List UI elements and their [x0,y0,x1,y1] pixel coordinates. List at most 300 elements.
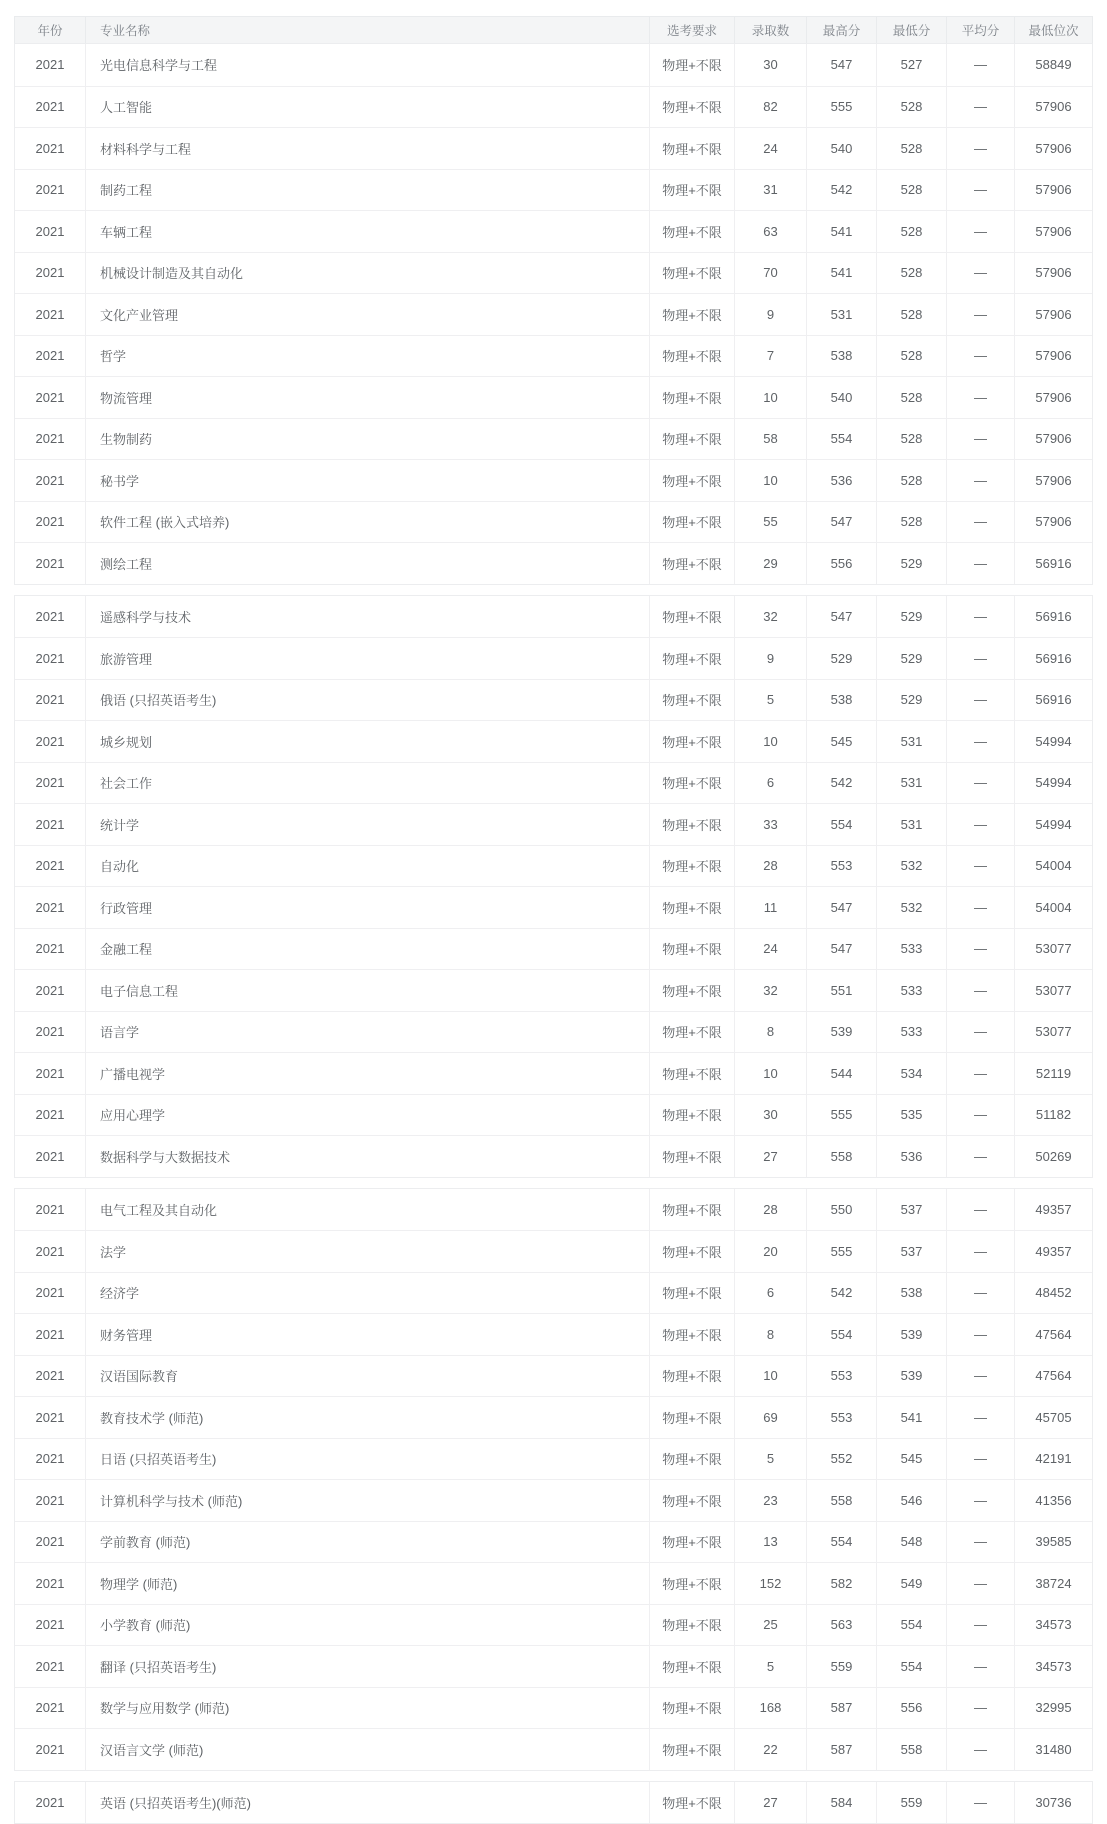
cell-min-score: 527 [876,44,946,86]
cell-admit-count: 70 [734,253,806,294]
cell-min-rank: 42191 [1014,1439,1092,1480]
table-row [15,169,1092,211]
cell-requirement: 物理+不限 [649,1053,734,1094]
cell-admit-count: 10 [734,1356,806,1397]
cell-year: 2021 [15,638,85,679]
table-row [15,596,1092,638]
table-header-row [14,16,1093,43]
cell-requirement: 物理+不限 [649,680,734,721]
table-row [15,1562,1092,1604]
cell-year: 2021 [15,253,85,294]
cell-min-score: 546 [876,1480,946,1521]
cell-major: 小学教育 (师范) [85,1605,649,1646]
cell-requirement: 物理+不限 [649,1356,734,1397]
cell-major: 机械设计制造及其自动化 [85,253,649,294]
cell-avg-score: — [946,1314,1014,1355]
cell-avg-score: — [946,887,1014,928]
cell-major: 法学 [85,1231,649,1272]
cell-avg-score: — [946,1231,1014,1272]
table-row [15,1687,1092,1729]
cell-major: 广播电视学 [85,1053,649,1094]
cell-requirement: 物理+不限 [649,1480,734,1521]
cell-min-rank: 54994 [1014,804,1092,845]
cell-major: 软件工程 (嵌入式培养) [85,502,649,543]
cell-min-rank: 57906 [1014,87,1092,128]
cell-admit-count: 10 [734,460,806,501]
cell-avg-score: — [946,1563,1014,1604]
cell-min-rank: 49357 [1014,1231,1092,1272]
cell-year: 2021 [15,1231,85,1272]
cell-requirement: 物理+不限 [649,1273,734,1314]
cell-major: 金融工程 [85,929,649,970]
cell-year: 2021 [15,929,85,970]
cell-major: 制药工程 [85,170,649,211]
cell-min-score: 548 [876,1522,946,1563]
cell-avg-score: — [946,1646,1014,1687]
table-row [15,1313,1092,1355]
cell-year: 2021 [15,1563,85,1604]
table-row [15,1396,1092,1438]
cell-min-rank: 51182 [1014,1095,1092,1136]
table-row [15,1094,1092,1136]
cell-min-score: 538 [876,1273,946,1314]
cell-max-score: 540 [806,377,876,418]
cell-major: 计算机科学与技术 (师范) [85,1480,649,1521]
cell-admit-count: 8 [734,1314,806,1355]
cell-min-score: 528 [876,419,946,460]
col-header-max-score: 最高分 [806,17,876,43]
cell-min-rank: 38724 [1014,1563,1092,1604]
cell-max-score: 582 [806,1563,876,1604]
cell-avg-score: — [946,336,1014,377]
cell-year: 2021 [15,377,85,418]
table-row [15,459,1092,501]
table-row [15,252,1092,294]
cell-year: 2021 [15,128,85,169]
cell-major: 日语 (只招英语考生) [85,1439,649,1480]
cell-max-score: 538 [806,680,876,721]
cell-avg-score: — [946,419,1014,460]
cell-avg-score: — [946,680,1014,721]
cell-major: 车辆工程 [85,211,649,252]
cell-major: 城乡规划 [85,721,649,762]
cell-admit-count: 27 [734,1136,806,1177]
cell-requirement: 物理+不限 [649,638,734,679]
cell-requirement: 物理+不限 [649,377,734,418]
cell-avg-score: — [946,170,1014,211]
col-header-avg-score: 平均分 [946,17,1014,43]
cell-avg-score: — [946,638,1014,679]
table-row [15,501,1092,543]
cell-major: 财务管理 [85,1314,649,1355]
cell-min-rank: 57906 [1014,460,1092,501]
table-row [15,1645,1092,1687]
cell-major: 翻译 (只招英语考生) [85,1646,649,1687]
cell-min-score: 529 [876,680,946,721]
cell-max-score: 555 [806,1231,876,1272]
cell-min-rank: 57906 [1014,502,1092,543]
cell-max-score: 584 [806,1782,876,1824]
cell-major: 汉语言文学 (师范) [85,1729,649,1770]
cell-avg-score: — [946,1782,1014,1824]
cell-avg-score: — [946,1480,1014,1521]
cell-max-score: 556 [806,543,876,584]
cell-min-score: 559 [876,1782,946,1824]
table-row [15,542,1092,584]
cell-major: 材料科学与工程 [85,128,649,169]
cell-avg-score: — [946,377,1014,418]
cell-min-rank: 41356 [1014,1480,1092,1521]
cell-max-score: 553 [806,846,876,887]
cell-major: 测绘工程 [85,543,649,584]
cell-admit-count: 30 [734,1095,806,1136]
cell-major: 应用心理学 [85,1095,649,1136]
table-row [15,293,1092,335]
table-row [15,418,1092,460]
col-header-min-score: 最低分 [876,17,946,43]
cell-year: 2021 [15,1782,85,1824]
cell-admit-count: 29 [734,543,806,584]
cell-min-score: 531 [876,763,946,804]
cell-min-rank: 54994 [1014,763,1092,804]
cell-max-score: 554 [806,419,876,460]
cell-min-score: 528 [876,294,946,335]
cell-avg-score: — [946,1522,1014,1563]
cell-year: 2021 [15,1273,85,1314]
cell-min-rank: 58849 [1014,44,1092,86]
cell-year: 2021 [15,596,85,638]
cell-major: 人工智能 [85,87,649,128]
cell-max-score: 545 [806,721,876,762]
cell-min-score: 556 [876,1688,946,1729]
cell-max-score: 547 [806,596,876,638]
table-row [15,210,1092,252]
cell-year: 2021 [15,1012,85,1053]
cell-admit-count: 10 [734,1053,806,1094]
cell-max-score: 550 [806,1189,876,1231]
cell-requirement: 物理+不限 [649,1136,734,1177]
cell-admit-count: 13 [734,1522,806,1563]
cell-requirement: 物理+不限 [649,804,734,845]
cell-admit-count: 63 [734,211,806,252]
cell-requirement: 物理+不限 [649,1439,734,1480]
cell-min-rank: 50269 [1014,1136,1092,1177]
cell-year: 2021 [15,44,85,86]
cell-min-score: 554 [876,1605,946,1646]
cell-major: 物理学 (师范) [85,1563,649,1604]
cell-requirement: 物理+不限 [649,170,734,211]
cell-admit-count: 28 [734,846,806,887]
table-row [15,886,1092,928]
cell-major: 哲学 [85,336,649,377]
cell-min-score: 533 [876,970,946,1011]
cell-avg-score: — [946,763,1014,804]
table-row [15,1782,1092,1824]
table-row [15,1272,1092,1314]
table-row [15,720,1092,762]
cell-min-score: 541 [876,1397,946,1438]
cell-min-rank: 54994 [1014,721,1092,762]
cell-major: 统计学 [85,804,649,845]
cell-min-rank: 45705 [1014,1397,1092,1438]
cell-requirement: 物理+不限 [649,1397,734,1438]
cell-requirement: 物理+不限 [649,1012,734,1053]
cell-requirement: 物理+不限 [649,846,734,887]
cell-min-score: 536 [876,1136,946,1177]
table-row [15,928,1092,970]
cell-avg-score: — [946,1397,1014,1438]
cell-requirement: 物理+不限 [649,1646,734,1687]
cell-min-rank: 57906 [1014,170,1092,211]
cell-min-rank: 34573 [1014,1605,1092,1646]
cell-min-rank: 57906 [1014,377,1092,418]
cell-min-rank: 53077 [1014,929,1092,970]
cell-min-score: 529 [876,638,946,679]
cell-min-score: 528 [876,87,946,128]
cell-requirement: 物理+不限 [649,1605,734,1646]
table-row [15,1355,1092,1397]
cell-min-score: 537 [876,1231,946,1272]
cell-max-score: 542 [806,763,876,804]
cell-min-rank: 47564 [1014,1314,1092,1355]
cell-max-score: 531 [806,294,876,335]
cell-min-score: 532 [876,887,946,928]
cell-admit-count: 31 [734,170,806,211]
cell-requirement: 物理+不限 [649,1563,734,1604]
cell-admit-count: 24 [734,929,806,970]
cell-max-score: 542 [806,170,876,211]
cell-year: 2021 [15,1646,85,1687]
cell-avg-score: — [946,1095,1014,1136]
cell-min-score: 528 [876,336,946,377]
cell-min-score: 529 [876,596,946,638]
cell-admit-count: 6 [734,763,806,804]
cell-min-rank: 39585 [1014,1522,1092,1563]
cell-admit-count: 24 [734,128,806,169]
cell-admit-count: 5 [734,680,806,721]
cell-max-score: 558 [806,1480,876,1521]
cell-requirement: 物理+不限 [649,543,734,584]
col-header-requirement: 选考要求 [649,17,734,43]
cell-avg-score: — [946,502,1014,543]
cell-avg-score: — [946,1356,1014,1397]
cell-year: 2021 [15,1522,85,1563]
cell-avg-score: — [946,1189,1014,1231]
cell-min-rank: 57906 [1014,211,1092,252]
cell-requirement: 物理+不限 [649,929,734,970]
cell-requirement: 物理+不限 [649,128,734,169]
cell-max-score: 554 [806,1522,876,1563]
cell-max-score: 547 [806,44,876,86]
cell-min-score: 554 [876,1646,946,1687]
cell-min-rank: 53077 [1014,970,1092,1011]
cell-major: 教育技术学 (师范) [85,1397,649,1438]
cell-min-score: 528 [876,128,946,169]
cell-admit-count: 55 [734,502,806,543]
table-row [15,1728,1092,1770]
cell-year: 2021 [15,1356,85,1397]
cell-min-score: 532 [876,846,946,887]
cell-requirement: 物理+不限 [649,970,734,1011]
cell-max-score: 547 [806,502,876,543]
table-row [15,1521,1092,1563]
cell-max-score: 540 [806,128,876,169]
cell-requirement: 物理+不限 [649,502,734,543]
cell-max-score: 547 [806,887,876,928]
cell-admit-count: 10 [734,721,806,762]
cell-admit-count: 27 [734,1782,806,1824]
cell-avg-score: — [946,1439,1014,1480]
table-row [15,376,1092,418]
cell-year: 2021 [15,294,85,335]
cell-min-rank: 30736 [1014,1782,1092,1824]
cell-year: 2021 [15,1480,85,1521]
cell-avg-score: — [946,804,1014,845]
cell-major: 语言学 [85,1012,649,1053]
cell-max-score: 554 [806,804,876,845]
cell-min-score: 535 [876,1095,946,1136]
table-section-3 [14,1188,1093,1771]
cell-admit-count: 69 [734,1397,806,1438]
cell-min-score: 539 [876,1314,946,1355]
cell-admit-count: 23 [734,1480,806,1521]
table-row [15,637,1092,679]
cell-admit-count: 11 [734,887,806,928]
cell-min-rank: 48452 [1014,1273,1092,1314]
cell-admit-count: 9 [734,294,806,335]
cell-max-score: 554 [806,1314,876,1355]
cell-major: 电子信息工程 [85,970,649,1011]
cell-max-score: 541 [806,211,876,252]
cell-min-rank: 57906 [1014,128,1092,169]
cell-requirement: 物理+不限 [649,294,734,335]
cell-avg-score: — [946,970,1014,1011]
cell-avg-score: — [946,721,1014,762]
cell-requirement: 物理+不限 [649,211,734,252]
table-row [15,1011,1092,1053]
cell-year: 2021 [15,1688,85,1729]
cell-requirement: 物理+不限 [649,1522,734,1563]
cell-year: 2021 [15,804,85,845]
cell-min-rank: 56916 [1014,680,1092,721]
cell-min-score: 537 [876,1189,946,1231]
cell-major: 文化产业管理 [85,294,649,335]
cell-min-rank: 54004 [1014,846,1092,887]
cell-requirement: 物理+不限 [649,253,734,294]
cell-min-score: 529 [876,543,946,584]
table-row [15,1135,1092,1177]
cell-year: 2021 [15,1189,85,1231]
table-section-2 [14,595,1093,1178]
cell-major: 数据科学与大数据技术 [85,1136,649,1177]
cell-min-rank: 54004 [1014,887,1092,928]
cell-avg-score: — [946,1053,1014,1094]
cell-major: 经济学 [85,1273,649,1314]
cell-max-score: 538 [806,336,876,377]
cell-admit-count: 22 [734,1729,806,1770]
cell-admit-count: 5 [734,1439,806,1480]
col-header-admit-count: 录取数 [734,17,806,43]
cell-min-rank: 47564 [1014,1356,1092,1397]
cell-avg-score: — [946,1605,1014,1646]
cell-max-score: 544 [806,1053,876,1094]
cell-major: 旅游管理 [85,638,649,679]
table-row [15,1230,1092,1272]
cell-requirement: 物理+不限 [649,1095,734,1136]
cell-admit-count: 9 [734,638,806,679]
table-row [15,969,1092,1011]
cell-min-score: 539 [876,1356,946,1397]
cell-min-score: 558 [876,1729,946,1770]
cell-min-rank: 56916 [1014,596,1092,638]
cell-min-rank: 57906 [1014,419,1092,460]
cell-year: 2021 [15,1095,85,1136]
cell-year: 2021 [15,87,85,128]
cell-year: 2021 [15,887,85,928]
cell-avg-score: — [946,128,1014,169]
cell-admit-count: 25 [734,1605,806,1646]
table-row [15,803,1092,845]
cell-min-rank: 53077 [1014,1012,1092,1053]
cell-requirement: 物理+不限 [649,44,734,86]
cell-requirement: 物理+不限 [649,887,734,928]
cell-max-score: 587 [806,1688,876,1729]
cell-major: 俄语 (只招英语考生) [85,680,649,721]
cell-avg-score: — [946,211,1014,252]
cell-year: 2021 [15,1136,85,1177]
table-row [15,1189,1092,1231]
cell-avg-score: — [946,87,1014,128]
cell-requirement: 物理+不限 [649,596,734,638]
cell-min-rank: 34573 [1014,1646,1092,1687]
table-row [15,1052,1092,1094]
cell-max-score: 553 [806,1397,876,1438]
cell-year: 2021 [15,1397,85,1438]
cell-year: 2021 [15,336,85,377]
cell-requirement: 物理+不限 [649,763,734,804]
table-row [15,1438,1092,1480]
cell-max-score: 558 [806,1136,876,1177]
cell-min-rank: 52119 [1014,1053,1092,1094]
cell-year: 2021 [15,1729,85,1770]
cell-avg-score: — [946,543,1014,584]
cell-major: 遥感科学与技术 [85,596,649,638]
cell-min-score: 549 [876,1563,946,1604]
cell-requirement: 物理+不限 [649,87,734,128]
cell-max-score: 542 [806,1273,876,1314]
cell-requirement: 物理+不限 [649,460,734,501]
admission-score-table [14,16,1093,1824]
cell-max-score: 541 [806,253,876,294]
cell-major: 生物制药 [85,419,649,460]
cell-max-score: 555 [806,87,876,128]
cell-min-score: 528 [876,460,946,501]
cell-max-score: 555 [806,1095,876,1136]
cell-max-score: 529 [806,638,876,679]
cell-admit-count: 7 [734,336,806,377]
cell-major: 物流管理 [85,377,649,418]
cell-max-score: 587 [806,1729,876,1770]
table-row [15,127,1092,169]
cell-min-rank: 56916 [1014,543,1092,584]
cell-major: 数学与应用数学 (师范) [85,1688,649,1729]
cell-min-score: 528 [876,502,946,543]
cell-year: 2021 [15,419,85,460]
cell-admit-count: 82 [734,87,806,128]
cell-year: 2021 [15,1314,85,1355]
cell-avg-score: — [946,1136,1014,1177]
cell-major: 光电信息科学与工程 [85,44,649,86]
